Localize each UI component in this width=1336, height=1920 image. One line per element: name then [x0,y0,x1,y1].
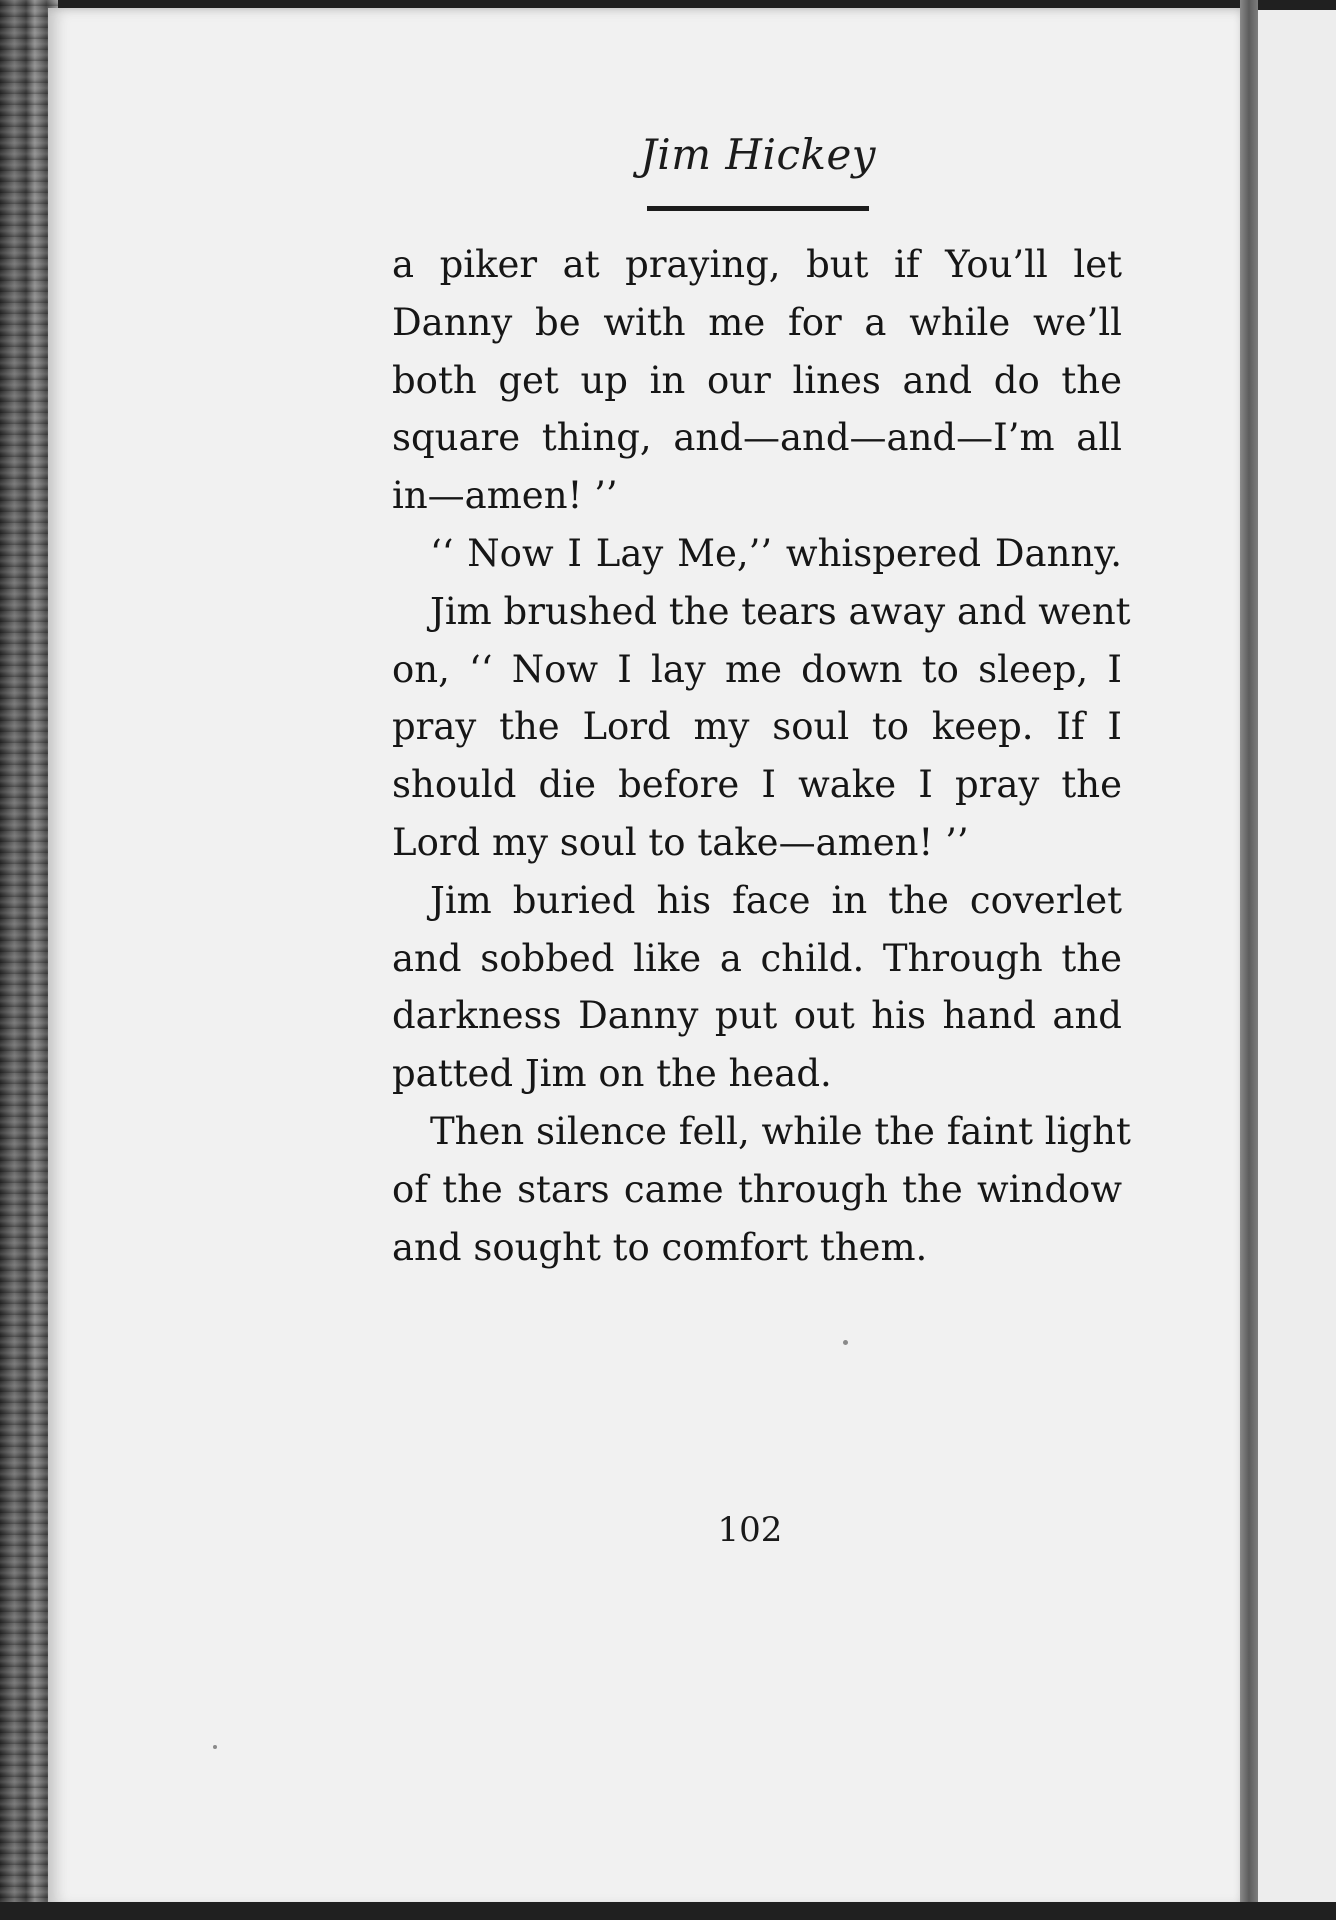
text-line: Danny be with me for a while we’ll [392,300,1122,344]
next-page-edge [1258,10,1336,1905]
text-line: both get up in our lines and do the [392,358,1122,402]
text-line: and sobbed like a child. Through the [392,936,1122,980]
text-line: and sought to comfort them. [392,1225,928,1269]
text-line: in—amen! ’’ [392,474,618,518]
text-line: pray the Lord my soul to keep. If I [392,705,1122,749]
text-line: Lord my soul to take—amen! ’’ [392,820,969,864]
paragraph [392,236,1122,525]
running-head-rule [647,206,869,211]
scan-bottom-edge [0,1902,1336,1920]
text-line: patted Jim on the head. [392,1052,832,1096]
text-line: Jim buried his face in the coverlet [430,878,1122,922]
text-line: of the stars came through the window [392,1167,1122,1211]
paper-speck [213,1745,217,1749]
paragraph [392,1103,1131,1276]
paragraph [392,583,1131,872]
text-line: should die before I wake I pray the [392,763,1122,807]
text-line: Then silence fell, while the faint light [430,1109,1131,1153]
text-line: a piker at praying, but if You’ll let [392,243,1122,286]
text-line: on, ‘‘ Now I lay me down to sleep, I [392,647,1122,691]
body-text [392,236,1131,1276]
page-gutter [1240,0,1258,1920]
text-line: ‘‘ Now I Lay Me,’’ whispered Danny. [430,531,1122,575]
paragraph [392,872,1122,1103]
text-line: Jim brushed the tears away and went [430,589,1131,633]
paper-speck [843,1340,848,1345]
page-number: 102 [717,1510,783,1550]
text-line: darkness Danny put out his hand and [392,994,1122,1038]
running-head: Jim Hickey [639,130,877,179]
paragraph [392,525,1122,583]
text-line: square thing, and—and—and—I’m all [392,416,1122,460]
